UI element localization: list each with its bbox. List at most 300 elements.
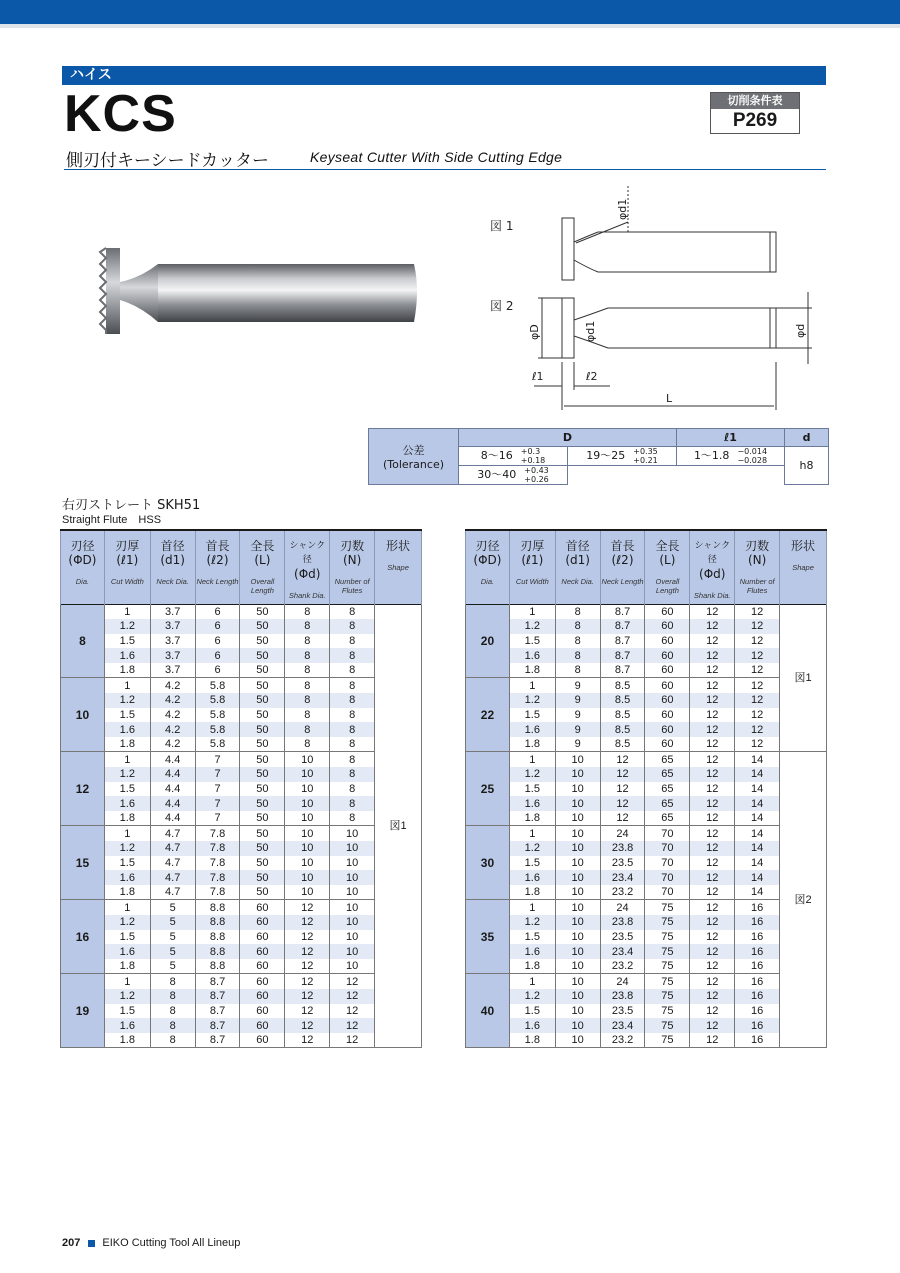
value-cell: 12: [690, 752, 735, 767]
value-cell: 9: [555, 693, 600, 708]
value-cell: 8.8: [195, 900, 240, 915]
value-cell: 8.7: [195, 974, 240, 989]
top-band-shadow: [0, 24, 900, 28]
value-cell: 3.7: [150, 634, 195, 649]
value-cell: 8.7: [600, 648, 645, 663]
value-cell: 4.7: [150, 885, 195, 900]
value-cell: 75: [645, 1004, 690, 1019]
column-header: 全長 (L) Overall Length: [645, 530, 690, 604]
value-cell: 12: [285, 900, 330, 915]
value-cell: 4.7: [150, 841, 195, 856]
value-cell: 1.2: [509, 841, 555, 856]
value-cell: 1: [509, 900, 555, 915]
value-cell: 12: [690, 811, 735, 826]
title-en: Keyseat Cutter With Side Cutting Edge: [310, 149, 563, 165]
dia-cell: 12: [61, 752, 105, 826]
table-row: [61, 634, 422, 649]
value-cell: 10: [555, 944, 600, 959]
table-row: [61, 796, 422, 811]
value-cell: 1.5: [509, 1004, 555, 1019]
value-cell: 8: [330, 782, 375, 797]
value-cell: 1.6: [509, 722, 555, 737]
value-cell: 5.8: [195, 693, 240, 708]
value-cell: 16: [735, 974, 780, 989]
value-cell: 8.5: [600, 708, 645, 723]
table-row: [61, 604, 422, 619]
value-cell: 10: [555, 915, 600, 930]
value-cell: 10: [330, 856, 375, 871]
value-cell: 4.7: [150, 856, 195, 871]
value-cell: 50: [240, 870, 285, 885]
value-cell: 60: [240, 915, 285, 930]
value-cell: 16: [735, 900, 780, 915]
value-cell: 5: [150, 944, 195, 959]
dia-cell: 10: [61, 678, 105, 752]
table-row: [61, 974, 422, 989]
table-row: [466, 1018, 827, 1033]
value-cell: 1.6: [509, 870, 555, 885]
value-cell: 10: [285, 841, 330, 856]
value-cell: 12: [285, 974, 330, 989]
column-header: 首径 (d1) Neck Dia.: [150, 530, 195, 604]
value-cell: 1.6: [104, 796, 150, 811]
value-cell: 1.8: [104, 1033, 150, 1048]
value-cell: 10: [330, 930, 375, 945]
column-header: 首長 (ℓ2) Neck Length: [195, 530, 240, 604]
value-cell: 10: [555, 752, 600, 767]
D-label: φD: [528, 324, 541, 340]
shape-cell: 図1: [375, 604, 422, 1048]
dia-cell: 16: [61, 900, 105, 974]
value-cell: 23.5: [600, 930, 645, 945]
column-header: 形状 Shape: [375, 530, 422, 604]
value-cell: 10: [555, 826, 600, 841]
value-cell: 1.8: [509, 737, 555, 752]
value-cell: 12: [735, 678, 780, 693]
value-cell: 1: [509, 826, 555, 841]
value-cell: 5.8: [195, 708, 240, 723]
model-name: KCS: [64, 85, 177, 143]
value-cell: 8: [285, 737, 330, 752]
value-cell: 8.7: [600, 619, 645, 634]
value-cell: 60: [645, 604, 690, 619]
cutter-head: [106, 248, 120, 334]
value-cell: 1.5: [509, 930, 555, 945]
dia-cell: 8: [61, 604, 105, 678]
value-cell: 1.8: [509, 959, 555, 974]
value-cell: 23.2: [600, 959, 645, 974]
value-cell: 60: [645, 619, 690, 634]
value-cell: 8.8: [195, 930, 240, 945]
technical-drawing: [486, 180, 826, 416]
table-row: [466, 826, 827, 841]
value-cell: 3.7: [150, 648, 195, 663]
table-row: [466, 915, 827, 930]
table-row: [466, 782, 827, 797]
value-cell: 1.2: [509, 619, 555, 634]
value-cell: 5.8: [195, 722, 240, 737]
value-cell: 14: [735, 811, 780, 826]
table-row: [466, 1004, 827, 1019]
value-cell: 12: [735, 663, 780, 678]
value-cell: 14: [735, 885, 780, 900]
value-cell: 10: [330, 826, 375, 841]
value-cell: 65: [645, 752, 690, 767]
value-cell: 1.5: [104, 634, 150, 649]
value-cell: 12: [690, 782, 735, 797]
value-cell: 60: [645, 693, 690, 708]
value-cell: 50: [240, 604, 285, 619]
value-cell: 12: [690, 900, 735, 915]
dia-cell: 22: [466, 678, 510, 752]
value-cell: 7.8: [195, 856, 240, 871]
value-cell: 8: [330, 648, 375, 663]
value-cell: 1: [104, 752, 150, 767]
value-cell: 4.4: [150, 752, 195, 767]
value-cell: 16: [735, 930, 780, 945]
value-cell: 12: [690, 722, 735, 737]
table-row: [466, 604, 827, 619]
value-cell: 12: [690, 767, 735, 782]
value-cell: 75: [645, 930, 690, 945]
shank-shape: [158, 264, 417, 322]
value-cell: 50: [240, 796, 285, 811]
value-cell: 50: [240, 856, 285, 871]
footer: [62, 1237, 240, 1249]
value-cell: 1.2: [104, 693, 150, 708]
value-cell: 12: [690, 693, 735, 708]
value-cell: 10: [330, 915, 375, 930]
value-cell: 12: [690, 619, 735, 634]
value-cell: 1: [104, 604, 150, 619]
table-row: [466, 1033, 827, 1048]
table-row: [61, 944, 422, 959]
shape-cell: 図2: [780, 752, 827, 1048]
value-cell: 10: [555, 974, 600, 989]
value-cell: 4.4: [150, 782, 195, 797]
value-cell: 50: [240, 708, 285, 723]
table-row: [466, 796, 827, 811]
value-cell: 60: [645, 634, 690, 649]
value-cell: 12: [735, 619, 780, 634]
table-row: [61, 826, 422, 841]
d1-label-fig1: φd1: [616, 198, 629, 220]
value-cell: 7: [195, 811, 240, 826]
value-cell: 16: [735, 1018, 780, 1033]
value-cell: 8.5: [600, 693, 645, 708]
value-cell: 5.8: [195, 737, 240, 752]
value-cell: 1.2: [104, 841, 150, 856]
value-cell: 1.8: [104, 885, 150, 900]
value-cell: 60: [240, 989, 285, 1004]
value-cell: 50: [240, 782, 285, 797]
value-cell: 8.8: [195, 959, 240, 974]
table-row: [466, 870, 827, 885]
tol-d-value: h8: [785, 447, 829, 485]
value-cell: 1.5: [509, 856, 555, 871]
cutting-condition-page: P269: [732, 110, 778, 131]
value-cell: 8.7: [195, 989, 240, 1004]
table-row: [61, 900, 422, 915]
value-cell: 8: [150, 989, 195, 1004]
value-cell: 12: [690, 856, 735, 871]
table-row: [61, 663, 422, 678]
tol-D-range2: 19〜25 +0.35 +0.21: [568, 447, 677, 466]
value-cell: 8.5: [600, 678, 645, 693]
value-cell: 75: [645, 915, 690, 930]
value-cell: 8: [285, 722, 330, 737]
value-cell: 10: [555, 767, 600, 782]
value-cell: 7: [195, 796, 240, 811]
value-cell: 23.2: [600, 1033, 645, 1048]
value-cell: 4.2: [150, 722, 195, 737]
value-cell: 14: [735, 856, 780, 871]
value-cell: 8: [555, 663, 600, 678]
value-cell: 3.7: [150, 663, 195, 678]
column-header: 首径 (d1) Neck Dia.: [555, 530, 600, 604]
table-row: [61, 1033, 422, 1048]
value-cell: 10: [555, 1033, 600, 1048]
value-cell: 12: [285, 989, 330, 1004]
value-cell: 75: [645, 1018, 690, 1033]
value-cell: 8: [330, 619, 375, 634]
value-cell: 70: [645, 841, 690, 856]
value-cell: 1.2: [104, 915, 150, 930]
category-bar: ハイス: [62, 66, 826, 85]
value-cell: 23.4: [600, 944, 645, 959]
table-row: [61, 782, 422, 797]
value-cell: 50: [240, 737, 285, 752]
value-cell: 12: [690, 648, 735, 663]
value-cell: 12: [285, 930, 330, 945]
value-cell: 5: [150, 959, 195, 974]
column-header: 刃径 (ΦD) Dia.: [466, 530, 510, 604]
table-row: [61, 619, 422, 634]
value-cell: 23.8: [600, 915, 645, 930]
table-row: [61, 841, 422, 856]
value-cell: 12: [330, 1018, 375, 1033]
column-header: 首長 (ℓ2) Neck Length: [600, 530, 645, 604]
value-cell: 60: [240, 974, 285, 989]
value-cell: 50: [240, 841, 285, 856]
footer-square-icon: [88, 1240, 95, 1247]
value-cell: 23.8: [600, 989, 645, 1004]
value-cell: 8: [285, 663, 330, 678]
value-cell: 50: [240, 693, 285, 708]
value-cell: 8: [330, 767, 375, 782]
column-header: 刃数 (N) Number of Flutes: [735, 530, 780, 604]
value-cell: 1.5: [509, 782, 555, 797]
value-cell: 60: [645, 722, 690, 737]
value-cell: 10: [555, 870, 600, 885]
table-row: [466, 678, 827, 693]
table-row: [466, 619, 827, 634]
column-header: 刃数 (N) Number of Flutes: [330, 530, 375, 604]
product-photo: [96, 242, 426, 338]
cutter-teeth: [100, 248, 106, 334]
value-cell: 75: [645, 974, 690, 989]
table-row: [466, 900, 827, 915]
value-cell: 8: [285, 648, 330, 663]
value-cell: 8: [555, 619, 600, 634]
value-cell: 8: [330, 678, 375, 693]
value-cell: 10: [285, 856, 330, 871]
tol-D-range3: 30〜40 +0.43 +0.26: [459, 466, 568, 485]
value-cell: 1.2: [509, 767, 555, 782]
value-cell: 60: [645, 737, 690, 752]
value-cell: 10: [285, 796, 330, 811]
value-cell: 12: [330, 974, 375, 989]
value-cell: 16: [735, 1033, 780, 1048]
top-band: [0, 0, 900, 24]
column-header: シャンク径 (Φd) Shank Dia.: [285, 530, 330, 604]
value-cell: 8.5: [600, 737, 645, 752]
value-cell: 1.2: [104, 767, 150, 782]
table-row: [466, 959, 827, 974]
value-cell: 50: [240, 619, 285, 634]
table-row: [61, 737, 422, 752]
value-cell: 50: [240, 648, 285, 663]
value-cell: 12: [690, 974, 735, 989]
value-cell: 8: [150, 1033, 195, 1048]
value-cell: 16: [735, 944, 780, 959]
table-row: [466, 708, 827, 723]
table-row: [61, 722, 422, 737]
value-cell: 12: [735, 648, 780, 663]
value-cell: 4.4: [150, 796, 195, 811]
value-cell: 12: [600, 811, 645, 826]
value-cell: 12: [285, 959, 330, 974]
value-cell: 10: [285, 885, 330, 900]
value-cell: 1: [509, 974, 555, 989]
value-cell: 1.6: [509, 1018, 555, 1033]
value-cell: 12: [690, 885, 735, 900]
value-cell: 8: [330, 708, 375, 723]
value-cell: 8: [330, 811, 375, 826]
d-label: φd: [794, 323, 807, 338]
tol-col-d: d: [785, 429, 829, 447]
value-cell: 8.7: [195, 1018, 240, 1033]
value-cell: 8: [330, 722, 375, 737]
table-row: [61, 885, 422, 900]
value-cell: 5: [150, 915, 195, 930]
value-cell: 50: [240, 663, 285, 678]
value-cell: 12: [600, 752, 645, 767]
page-number: 207: [62, 1237, 81, 1249]
value-cell: 75: [645, 959, 690, 974]
value-cell: 3.7: [150, 619, 195, 634]
footer-text: EIKO Cutting Tool All Lineup: [102, 1237, 241, 1249]
value-cell: 8: [555, 648, 600, 663]
value-cell: 1.5: [509, 634, 555, 649]
value-cell: 14: [735, 841, 780, 856]
value-cell: 14: [735, 752, 780, 767]
value-cell: 50: [240, 752, 285, 767]
value-cell: 12: [690, 796, 735, 811]
value-cell: 12: [690, 737, 735, 752]
value-cell: 8: [330, 663, 375, 678]
value-cell: 60: [240, 944, 285, 959]
value-cell: 8: [285, 604, 330, 619]
value-cell: 65: [645, 782, 690, 797]
value-cell: 24: [600, 974, 645, 989]
value-cell: 7.8: [195, 841, 240, 856]
value-cell: 5.8: [195, 678, 240, 693]
value-cell: 4.2: [150, 693, 195, 708]
table-row: [466, 989, 827, 1004]
L-label: L: [666, 392, 673, 405]
value-cell: 6: [195, 663, 240, 678]
value-cell: 6: [195, 648, 240, 663]
value-cell: 9: [555, 722, 600, 737]
value-cell: 8.8: [195, 944, 240, 959]
value-cell: 7.8: [195, 870, 240, 885]
value-cell: 60: [240, 900, 285, 915]
value-cell: 60: [645, 708, 690, 723]
value-cell: 60: [240, 1004, 285, 1019]
column-header: シャンク径 (Φd) Shank Dia.: [690, 530, 735, 604]
value-cell: 10: [555, 796, 600, 811]
value-cell: 1.6: [509, 796, 555, 811]
value-cell: 23.2: [600, 885, 645, 900]
value-cell: 1.6: [104, 1018, 150, 1033]
value-cell: 12: [690, 678, 735, 693]
value-cell: 10: [285, 811, 330, 826]
value-cell: 70: [645, 885, 690, 900]
value-cell: 1.8: [104, 811, 150, 826]
value-cell: 1: [509, 604, 555, 619]
dia-cell: 19: [61, 974, 105, 1048]
table-row: [61, 1018, 422, 1033]
value-cell: 4.4: [150, 767, 195, 782]
value-cell: 65: [645, 796, 690, 811]
value-cell: 12: [735, 737, 780, 752]
value-cell: 1.6: [104, 722, 150, 737]
value-cell: 1.2: [509, 915, 555, 930]
table-row: [466, 944, 827, 959]
value-cell: 8: [330, 737, 375, 752]
value-cell: 1.6: [509, 648, 555, 663]
table-row: [466, 885, 827, 900]
value-cell: 10: [330, 959, 375, 974]
value-cell: 10: [555, 856, 600, 871]
value-cell: 12: [690, 663, 735, 678]
fig2-label: 図 2: [490, 299, 514, 313]
value-cell: 12: [690, 944, 735, 959]
value-cell: 4.4: [150, 811, 195, 826]
value-cell: 8.5: [600, 722, 645, 737]
value-cell: 1.5: [104, 856, 150, 871]
tolerance-table: [368, 428, 829, 485]
value-cell: 60: [645, 663, 690, 678]
dia-cell: 15: [61, 826, 105, 900]
value-cell: 23.5: [600, 856, 645, 871]
value-cell: 70: [645, 870, 690, 885]
value-cell: 10: [555, 841, 600, 856]
table-row: [61, 811, 422, 826]
shape-cell: 図1: [780, 604, 827, 752]
value-cell: 70: [645, 826, 690, 841]
table-row: [466, 722, 827, 737]
value-cell: 7: [195, 752, 240, 767]
value-cell: 8.7: [195, 1033, 240, 1048]
value-cell: 1.5: [509, 708, 555, 723]
value-cell: 16: [735, 989, 780, 1004]
value-cell: 1.2: [104, 989, 150, 1004]
value-cell: 8: [150, 1018, 195, 1033]
section-title-en: Straight Flute HSS: [62, 514, 162, 526]
value-cell: 12: [285, 944, 330, 959]
